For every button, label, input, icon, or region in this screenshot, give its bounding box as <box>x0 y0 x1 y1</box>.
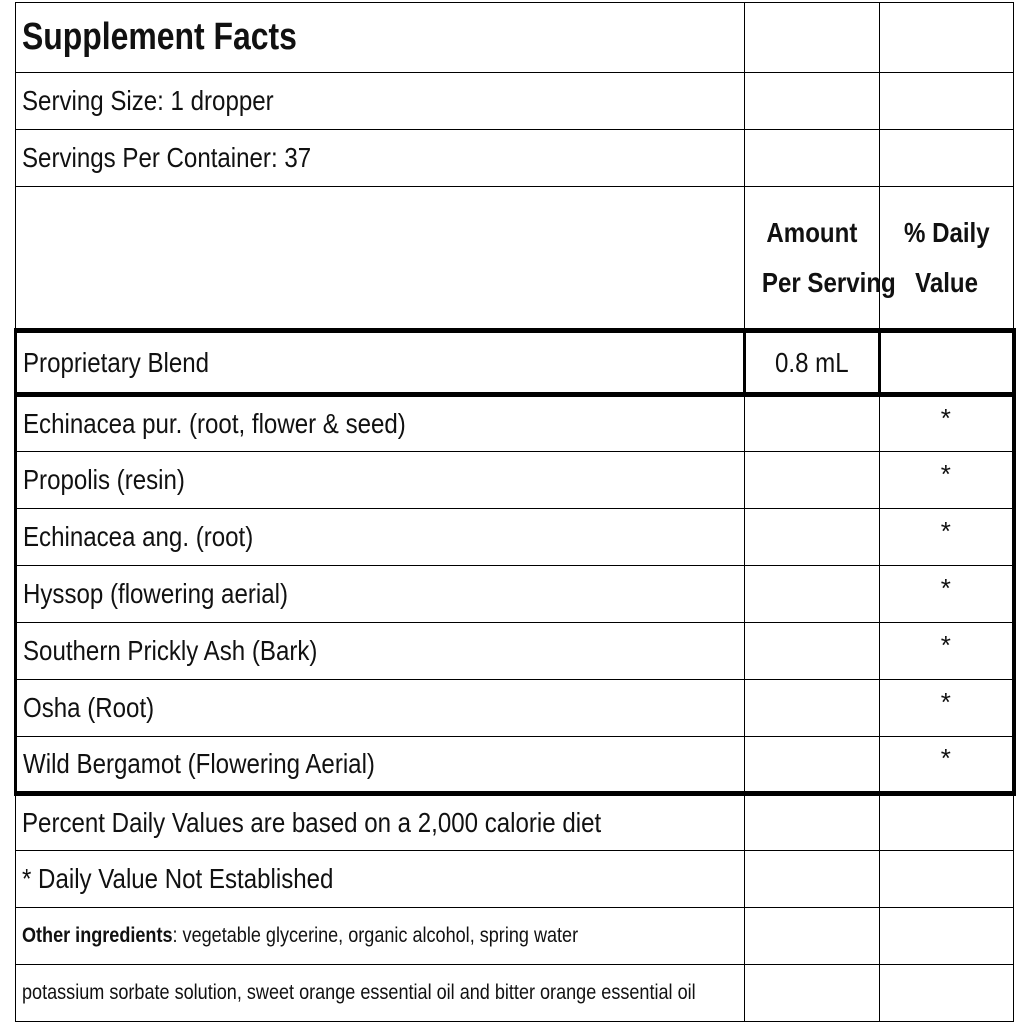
blend-name: Proprietary Blend <box>23 346 210 378</box>
blend-amount: 0.8 mL <box>775 346 849 378</box>
footnote-star-row <box>16 851 1014 908</box>
amount-header-line1: Amount <box>766 216 858 248</box>
ingredient-row <box>16 680 1014 737</box>
footnote-percent: Percent Daily Values are based on a 2,000 calorie diet <box>22 807 602 838</box>
serving-size: Serving Size: 1 dropper <box>22 85 274 116</box>
servings-per-container-row <box>16 130 1014 187</box>
title-cell <box>16 3 745 73</box>
ingredient-name: Southern Prickly Ash (Bark) <box>23 635 318 666</box>
ingredient-name: Echinacea pur. (root, flower & seed) <box>23 408 406 439</box>
serving-size-row <box>16 73 1014 130</box>
ingredient-row <box>16 452 1014 509</box>
ingredient-row <box>16 509 1014 566</box>
ingredient-name: Propolis (resin) <box>23 464 185 495</box>
column-header-row <box>16 187 1014 331</box>
other-ingredients-line1: : vegetable glycerine, organic alcohol, spring water <box>172 924 579 947</box>
amount-per-serving-header <box>745 187 896 331</box>
ingredient-row <box>16 737 1014 794</box>
ingredient-dv: * <box>940 630 951 660</box>
footnote-percent-row <box>16 794 1014 851</box>
ingredient-name: Osha (Root) <box>23 692 155 723</box>
ingredient-dv: * <box>940 516 951 546</box>
servings-per-container: Servings Per Container: 37 <box>22 142 312 173</box>
ingredient-row <box>16 623 1014 680</box>
other-ingredients-row <box>16 908 1014 965</box>
ingredient-dv: * <box>940 743 951 773</box>
ingredient-row <box>16 395 1014 452</box>
other-ingredients-continued-row <box>16 965 1014 1022</box>
ingredient-dv: * <box>940 573 951 603</box>
ingredient-dv: * <box>940 687 951 717</box>
footnote-star: * Daily Value Not Established <box>22 863 334 894</box>
ingredient-name: Wild Bergamot (Flowering Aerial) <box>23 748 375 779</box>
ingredient-name: Hyssop (flowering aerial) <box>23 578 288 609</box>
amount-header-line2: Per Serving <box>761 266 896 298</box>
ingredient-dv: * <box>940 459 951 489</box>
daily-value-header <box>880 187 1014 331</box>
dv-header-line2: Value <box>915 266 978 298</box>
proprietary-blend-row <box>16 331 1014 395</box>
ingredient-row <box>16 566 1014 623</box>
panel-title: Supplement Facts <box>22 16 297 58</box>
other-ingredients-line2: potassium sorbate solution, sweet orange essential oil and bitter orange essential oil <box>22 981 696 1004</box>
supplement-facts-table <box>14 2 1016 1022</box>
other-ingredients-label: Other ingredients <box>22 924 173 947</box>
ingredient-name: Echinacea ang. (root) <box>23 521 254 552</box>
dv-header-line1: % Daily <box>903 216 990 248</box>
title-row <box>16 3 1014 73</box>
ingredient-dv: * <box>940 403 951 433</box>
other-ingredients <box>22 924 578 948</box>
